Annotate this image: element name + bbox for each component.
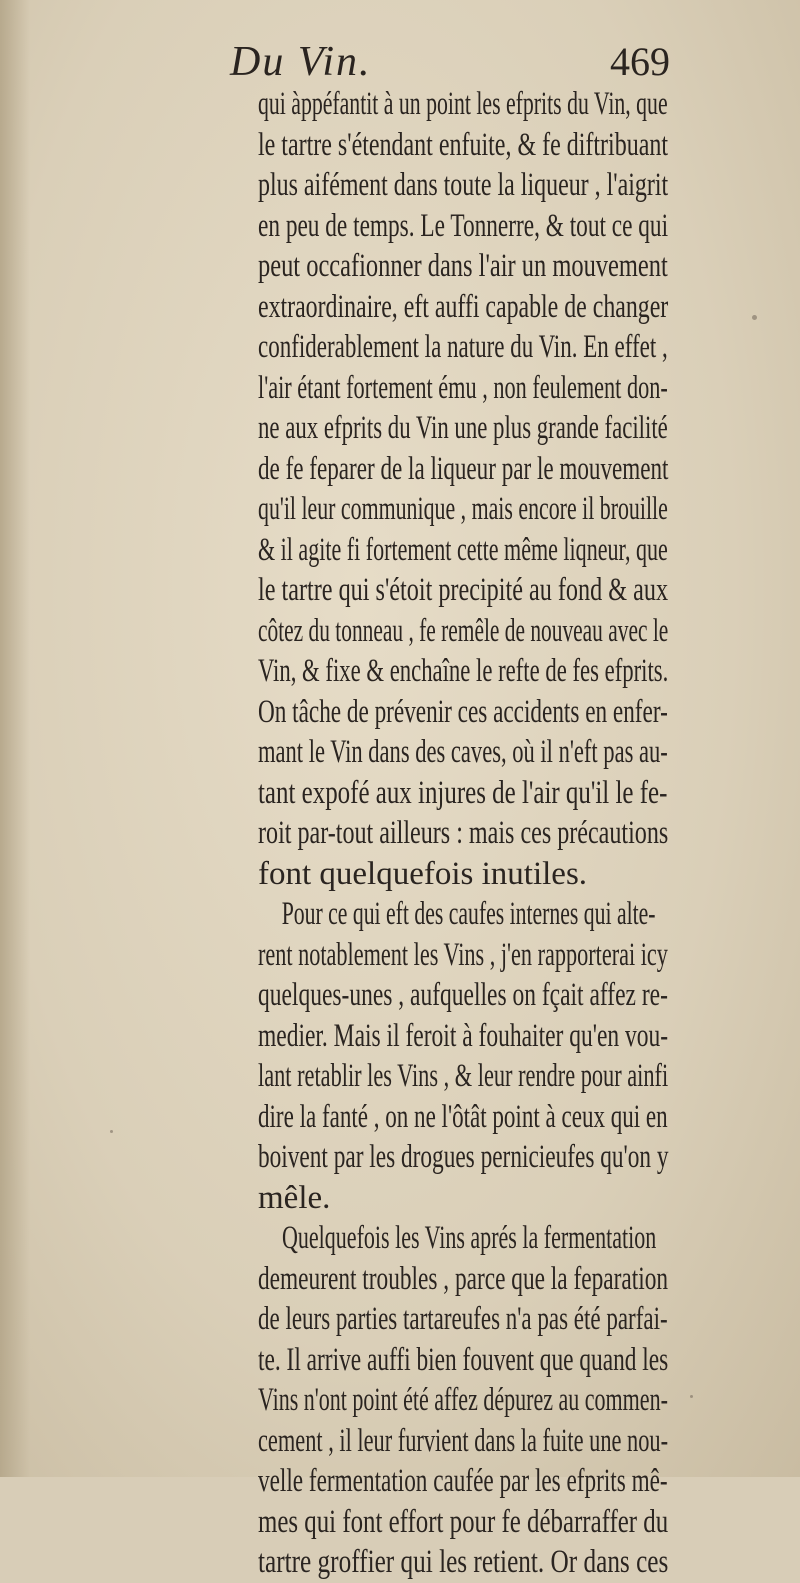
paper-speck xyxy=(752,315,757,320)
text-line: extraordinaire, eft auffi capable de changer xyxy=(258,288,669,325)
text-line: demeurent troubles , parce que la feparation xyxy=(258,1260,669,1297)
text-line: tant expofé aux injures de l'air qu'il le fe- xyxy=(258,774,668,811)
text-line: Pour ce qui eft des caufes internes qui alte- xyxy=(281,896,656,932)
text-line: Vins n'ont point été affez dépurez au commen- xyxy=(258,1382,668,1418)
text-line: cement , il leur furvient dans la fuite une nou- xyxy=(258,1422,669,1459)
text-line: mes qui font effort pour fe débarraffer du xyxy=(258,1503,669,1540)
running-title: Du Vin. xyxy=(230,39,372,85)
text-line: font quelquefois inutiles. xyxy=(258,855,588,892)
text-line: On tâche de prévenir ces accidents en enfer- xyxy=(258,693,668,730)
text-line: lant retablir les Vins , & leur rendre pour ainfi xyxy=(258,1058,669,1094)
text-line: Vin, & fixe & enchaîne le refte de fes efprits. xyxy=(258,653,669,689)
page-spine-shadow xyxy=(0,0,30,1477)
body-text xyxy=(258,84,668,1583)
text-line: qu'il leur communique , mais encore il brouille xyxy=(258,491,668,527)
text-line: medier. Mais il feroit à fouhaiter qu'en vou- xyxy=(258,1017,669,1054)
paper-speck xyxy=(110,1130,113,1133)
text-line: Quelquefois les Vins aprés la fermentation xyxy=(282,1220,657,1256)
text-line: plus aifément dans toute la liqueur , l'aigrit xyxy=(258,167,669,203)
page-number: 469 xyxy=(610,39,670,84)
text-line: confiderablement la nature du Vin. En effet , xyxy=(258,329,668,365)
text-line: boivent par les drogues pernicieufes qu'on y xyxy=(258,1139,669,1175)
text-line: le tartre qui s'étoit precipité au fond & aux xyxy=(258,572,669,608)
text-line: en peu de temps. Le Tonnerre, & tout ce qui xyxy=(258,207,669,244)
text-line: peut occafionner dans l'air un mouvement xyxy=(258,248,668,284)
text-line: tartre groffier qui les retient. Or dans ces xyxy=(258,1544,669,1580)
text-line: l'air étant fortement ému , non feulement don- xyxy=(258,369,668,406)
text-line: ne aux efprits du Vin une plus grande facilité xyxy=(258,410,668,446)
paper-speck xyxy=(690,1395,693,1398)
text-line: de leurs parties tartareufes n'a pas été parfai- xyxy=(258,1301,668,1337)
text-line: velle fermentation caufée par les efprits mê- xyxy=(258,1463,668,1499)
text-line: qui àppéfantit à un point les efprits du Vin, que xyxy=(258,86,668,122)
page-header xyxy=(230,38,670,88)
text-line: rent notablement les Vins , j'en rapporterai icy xyxy=(258,936,668,973)
text-line: côtez du tonneau , fe remêle de nouveau avec le xyxy=(258,612,669,649)
text-line: & il agite fi fortement cette même liqneur, que xyxy=(258,531,668,568)
text-line: de fe feparer de la liqueur par le mouvement xyxy=(258,450,669,487)
text-line: mêle. xyxy=(258,1179,331,1216)
text-line: dire la fanté , on ne l'ôtât point à ceux qui en xyxy=(258,1098,668,1135)
text-line: te. Il arrive auffi bien fouvent que quand les xyxy=(258,1341,669,1378)
text-line: mant le Vin dans des caves, où il n'eft pas au- xyxy=(258,734,668,770)
text-line: quelques-unes , aufquelles on fçait affez re- xyxy=(258,977,668,1013)
text-line: roit par-tout ailleurs : mais ces précautions xyxy=(258,815,669,851)
text-line: le tartre s'étendant enfuite, & fe diftribuant xyxy=(258,126,669,163)
